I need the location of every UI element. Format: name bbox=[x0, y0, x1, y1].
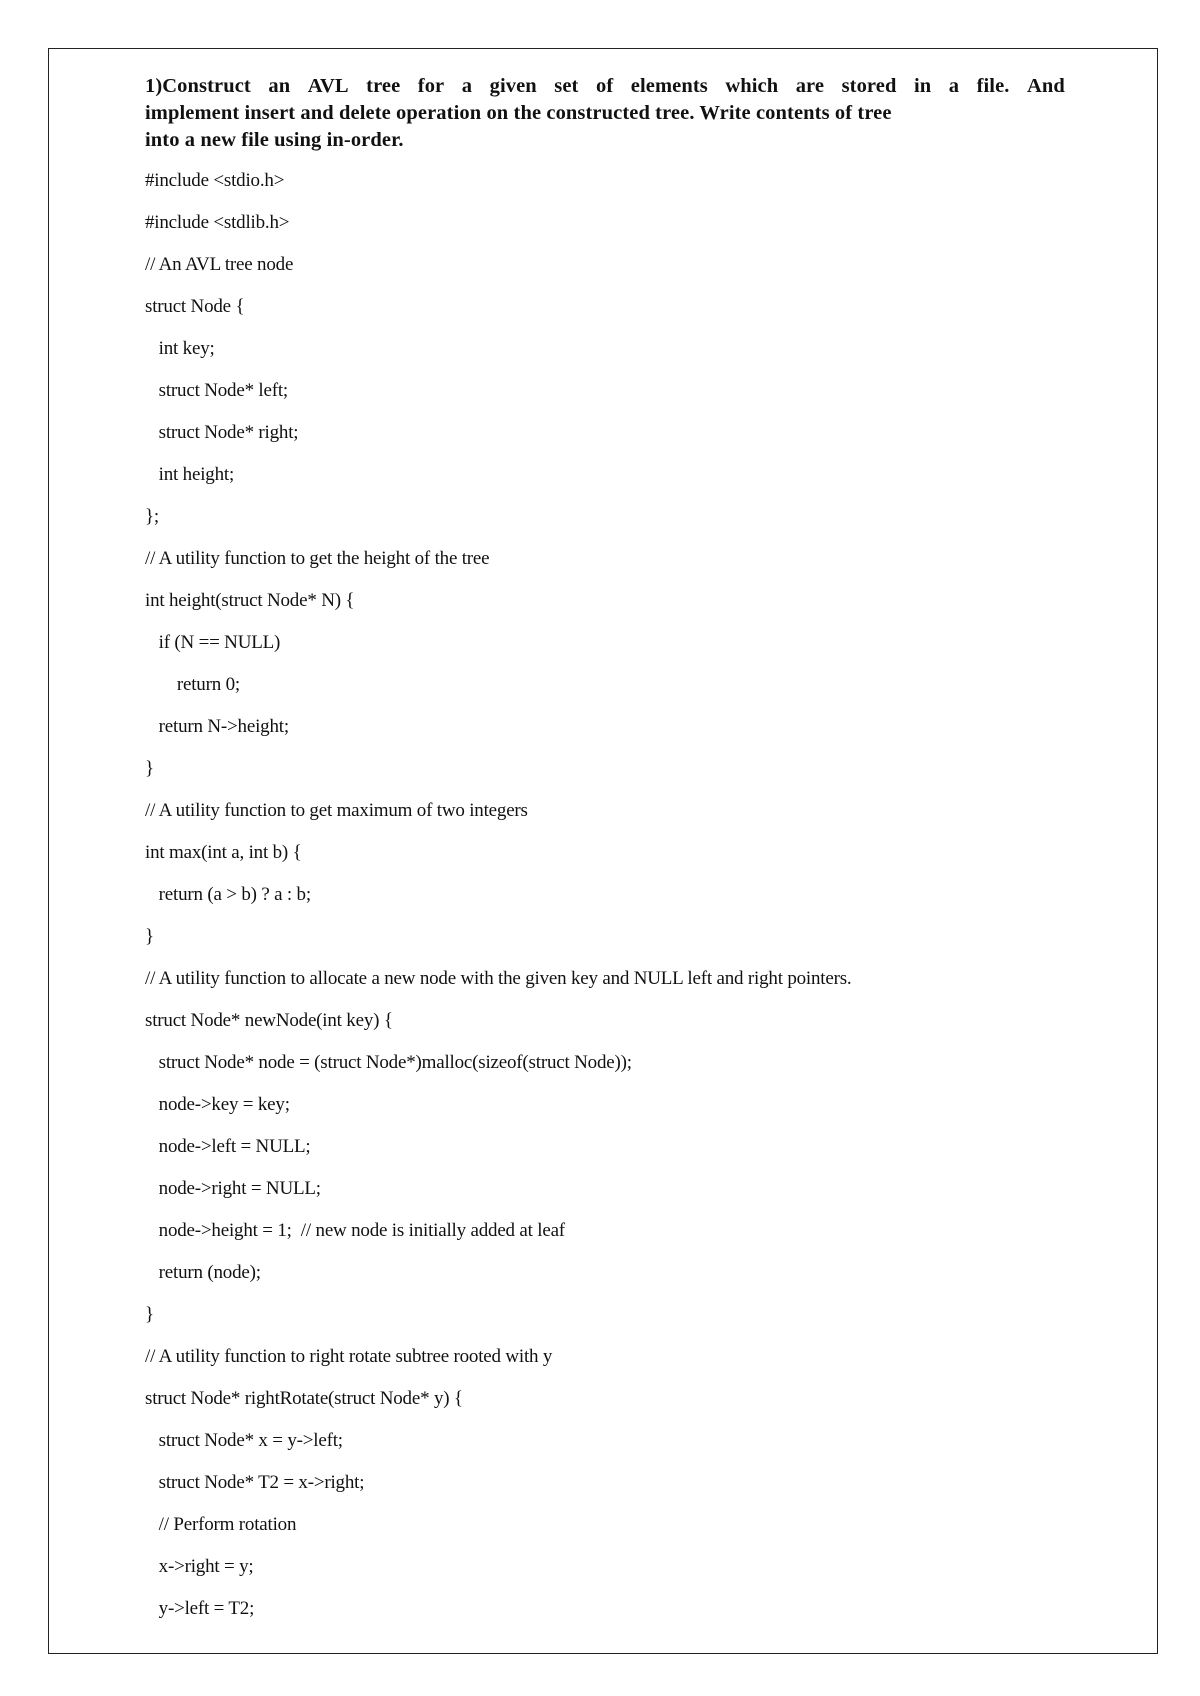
code-line: struct Node* x = y->left; bbox=[145, 1430, 343, 1451]
heading-word: given bbox=[489, 75, 537, 97]
code-line: return (a > b) ? a : b; bbox=[145, 884, 311, 905]
code-line: struct Node* newNode(int key) { bbox=[145, 1010, 393, 1031]
heading-word: which bbox=[725, 75, 779, 97]
code-line: // A utility function to get maximum of two integers bbox=[145, 800, 528, 821]
code-line: } bbox=[145, 758, 154, 779]
heading-word: tree bbox=[366, 75, 401, 97]
heading-word: a bbox=[461, 75, 473, 97]
code-line: node->right = NULL; bbox=[145, 1178, 321, 1199]
heading-word: of bbox=[595, 75, 614, 97]
heading-word: AVL bbox=[307, 75, 349, 97]
code-line: struct Node* left; bbox=[145, 380, 289, 401]
code-line: // Perform rotation bbox=[145, 1514, 297, 1535]
code-line: return 0; bbox=[145, 674, 240, 695]
code-line: int height; bbox=[145, 464, 235, 485]
code-line: // A utility function to allocate a new node with the given key and NULL left and right pointers. bbox=[145, 968, 852, 989]
code-line: node->left = NULL; bbox=[145, 1136, 311, 1157]
code-line: if (N == NULL) bbox=[145, 632, 281, 653]
heading-word: 1)Construct bbox=[145, 75, 251, 97]
code-line: #include <stdio.h> bbox=[145, 170, 285, 191]
code-line: // An AVL tree node bbox=[145, 254, 294, 275]
code-line: node->key = key; bbox=[145, 1094, 290, 1115]
code-line: struct Node* T2 = x->right; bbox=[145, 1472, 365, 1493]
code-line: struct Node { bbox=[145, 296, 245, 317]
heading-line-1 bbox=[145, 73, 1065, 100]
code-line: return N->height; bbox=[145, 716, 289, 737]
code-line: y->left = T2; bbox=[145, 1598, 255, 1619]
code-line: // A utility function to get the height of the tree bbox=[145, 548, 490, 569]
code-line: } bbox=[145, 1304, 154, 1325]
code-line: } bbox=[145, 926, 154, 947]
heading-word: in bbox=[913, 75, 932, 97]
heading-word: a bbox=[948, 75, 960, 97]
heading-word: for bbox=[417, 75, 445, 97]
heading-word: an bbox=[268, 75, 291, 97]
code-line: }; bbox=[145, 506, 159, 527]
code-line: int key; bbox=[145, 338, 215, 359]
code-line: node->height = 1; // new node is initially added at leaf bbox=[145, 1220, 565, 1241]
heading-line-3: into a new file using in-order. bbox=[145, 129, 404, 151]
code-line: #include <stdlib.h> bbox=[145, 212, 290, 233]
code-line: x->right = y; bbox=[145, 1556, 254, 1577]
code-line: return (node); bbox=[145, 1262, 261, 1283]
heading-word: And bbox=[1027, 75, 1065, 97]
code-line: struct Node* node = (struct Node*)malloc(sizeof(struct Node)); bbox=[145, 1052, 632, 1073]
code-line: int height(struct Node* N) { bbox=[145, 590, 355, 611]
code-listing bbox=[145, 165, 1105, 1635]
heading-word: elements bbox=[630, 75, 708, 97]
code-line: struct Node* right; bbox=[145, 422, 299, 443]
heading-word: file. bbox=[976, 75, 1010, 97]
code-line: // A utility function to right rotate subtree rooted with y bbox=[145, 1346, 553, 1367]
heading-line-2: implement insert and delete operation on the constructed tree. Write contents of tree bbox=[145, 102, 892, 124]
heading-word: are bbox=[795, 75, 825, 97]
code-line: int max(int a, int b) { bbox=[145, 842, 302, 863]
heading-word: stored bbox=[841, 75, 897, 97]
heading-word: set bbox=[554, 75, 579, 97]
question-heading bbox=[145, 73, 1065, 154]
code-line: struct Node* rightRotate(struct Node* y) { bbox=[145, 1388, 463, 1409]
